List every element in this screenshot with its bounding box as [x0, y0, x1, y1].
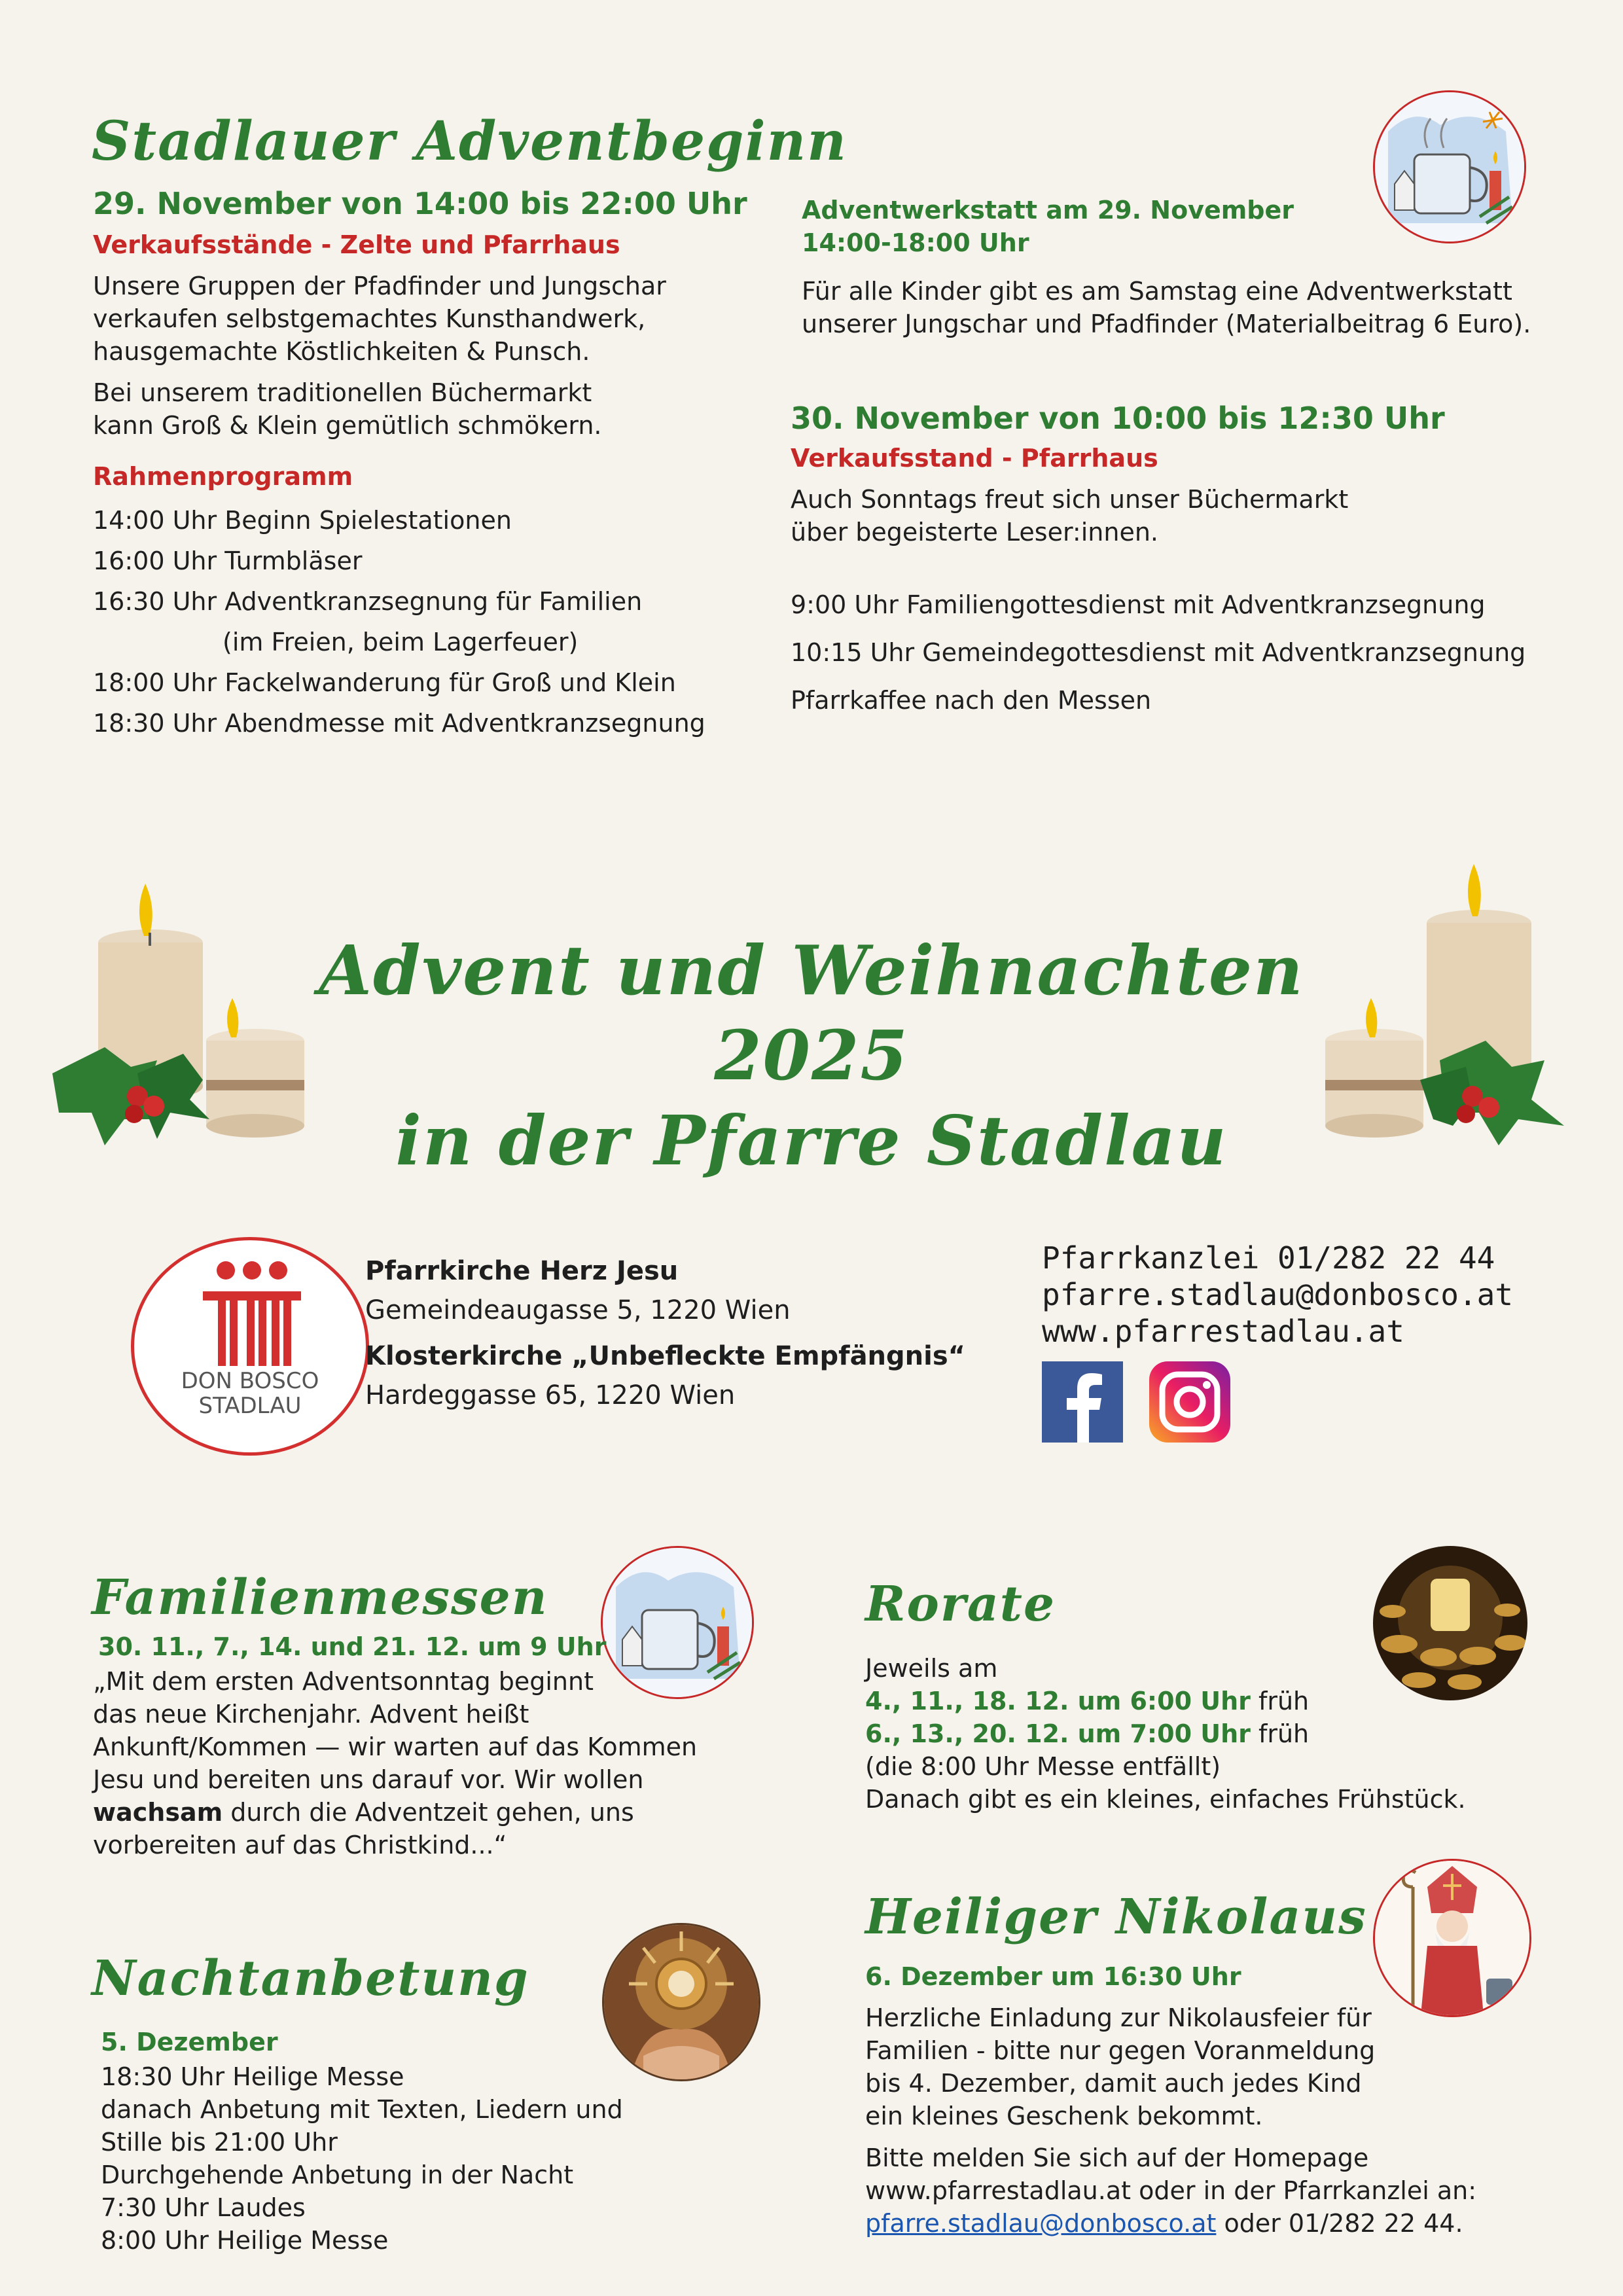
text-line: Für alle Kinder gibt es am Samstag eine Adventwerkstatt	[802, 277, 1512, 306]
text-line: Ankunft/Kommen — wir warten auf das Kommen	[93, 1732, 698, 1761]
instagram-icon[interactable]	[1149, 1361, 1230, 1443]
candles-right	[1315, 851, 1577, 1152]
logo-text	[134, 1369, 366, 1418]
rorate-title: Rorate	[865, 1576, 1056, 1632]
day2-item: Pfarrkaffee nach den Messen	[791, 686, 1152, 715]
program-item: 16:00 Uhr Turmbläser	[93, 547, 363, 575]
rorate-text	[865, 1652, 1585, 1816]
text-line: Familien - bitte nur gegen Voranmeldung	[865, 2036, 1376, 2065]
banner-line-1: Advent und Weihnachten 2025	[319, 930, 1304, 1096]
nikolaus-email-link[interactable]: pfarre.stadlau@donbosco.at	[865, 2209, 1217, 2238]
nikolaus-icon	[1375, 1861, 1529, 2015]
church1-address: Gemeindeaugasse 5, 1220 Wien	[365, 1295, 791, 1325]
text-line: Auch Sonntags freut sich unser Büchermarkt	[791, 485, 1349, 514]
day1-para2	[93, 376, 747, 442]
rorate-note: (die 8:00 Uhr Messe entfällt)	[865, 1752, 1221, 1781]
program-item: 18:00 Uhr Fackelwanderung für Groß und Klein	[93, 668, 676, 697]
don-bosco-logo	[131, 1237, 369, 1456]
text-line: „Mit dem ersten Adventsonntag beginnt	[93, 1667, 594, 1696]
text-line: das neue Kirchenjahr. Advent heißt	[93, 1700, 529, 1729]
text-line: Bitte melden Sie sich auf der Homepage	[865, 2144, 1369, 2172]
candles-left	[46, 851, 308, 1152]
text-line: vorbereiten auf das Christkind...“	[93, 1831, 507, 1859]
contact-info	[1042, 1240, 1513, 1350]
church2-address: Hardeggasse 65, 1220 Wien	[365, 1380, 736, 1410]
nachtanbetung-text	[101, 2060, 690, 2257]
program-item: 18:30 Uhr Abendmesse mit Adventkranzsegnung	[93, 709, 705, 738]
day2-subtitle: Verkaufsstand - Pfarrhaus	[791, 444, 1158, 473]
cup-icon	[1375, 92, 1524, 242]
text-line: kann Groß & Klein gemütlich schmökern.	[93, 411, 602, 440]
text-segment: früh	[1250, 1719, 1310, 1748]
day1-subtitle: Verkaufsstände - Zelte und Pfarrhaus	[93, 230, 620, 259]
candle-icon	[46, 851, 308, 1152]
text-line: Herzliche Einladung zur Nikolausfeier für	[865, 2003, 1372, 2032]
program-item: 16:30 Uhr Adventkranzsegnung für Familien	[93, 587, 643, 616]
text-line	[865, 2207, 1598, 2240]
rorate-intro: Jeweils am	[865, 1654, 998, 1683]
text-line: ein kleines Geschenk bekommt.	[865, 2102, 1263, 2130]
nikolaus-register	[865, 2142, 1598, 2240]
text-line: bis 4. Dezember, damit auch jedes Kind	[865, 2069, 1362, 2098]
familienmessen-title: Familienmessen	[92, 1570, 548, 1626]
nikolaus-title: Heiliger Nikolaus	[865, 1889, 1367, 1945]
rorate-breakfast: Danach gibt es ein kleines, einfaches Frühstück.	[865, 1785, 1466, 1814]
bold-word: wachsam	[93, 1798, 223, 1827]
nikolaus-illustration	[1373, 1859, 1531, 2017]
nikolaus-date: 6. Dezember um 16:30 Uhr	[865, 1962, 1241, 1991]
werkstatt-text	[802, 275, 1587, 340]
text-line: 7:30 Uhr Laudes	[101, 2193, 306, 2222]
day2-text	[791, 483, 1576, 548]
people-logo-icon	[200, 1259, 304, 1370]
logo-text-2: STADLAU	[198, 1393, 302, 1419]
advent-beginn-title: Stadlauer Adventbeginn	[92, 110, 847, 173]
monstrance-icon	[604, 1925, 758, 2079]
contact-phone: Pfarrkanzlei 01/282 22 44	[1042, 1240, 1495, 1276]
cup-illustration	[1373, 90, 1526, 243]
text-segment: durch die Adventzeit gehen, uns	[223, 1798, 634, 1827]
monstrance-photo	[602, 1923, 760, 2081]
werkstatt-block	[802, 194, 1294, 259]
text-line: unserer Jungschar und Pfadfinder (Materialbeitrag 6 Euro).	[802, 310, 1531, 338]
text-line: verkaufen selbstgemachtes Kunsthandwerk,	[93, 304, 646, 333]
text-segment: früh	[1250, 1687, 1310, 1715]
text-line: 18:30 Uhr Heilige Messe	[101, 2062, 404, 2091]
program-title: Rahmenprogramm	[93, 462, 353, 491]
program-item: (im Freien, beim Lagerfeuer)	[223, 628, 579, 656]
contact-web[interactable]: www.pfarrestadlau.at	[1042, 1314, 1404, 1349]
text-line: 8:00 Uhr Heilige Messe	[101, 2226, 389, 2255]
day2-date: 30. November von 10:00 bis 12:30 Uhr	[791, 401, 1445, 436]
nachtanbetung-date: 5. Dezember	[101, 2028, 278, 2056]
werkstatt-title: Adventwerkstatt am 29. November	[802, 196, 1294, 224]
banner-title	[288, 928, 1335, 1183]
text-line: Durchgehende Anbetung in der Nacht	[101, 2161, 574, 2189]
rorate-dates-2	[865, 1717, 1585, 1750]
church2-name: Klosterkirche „Unbefleckte Empfängnis“	[365, 1341, 965, 1371]
familienmessen-dates: 30. 11., 7., 14. und 21. 12. um 9 Uhr	[98, 1632, 607, 1661]
logo-text-1: DON BOSCO	[181, 1368, 319, 1394]
text-line: Stille bis 21:00 Uhr	[101, 2128, 338, 2157]
banner-line-2: in der Pfarre Stadlau	[395, 1100, 1228, 1181]
text-line: Unsere Gruppen der Pfadfinder und Jungschar	[93, 272, 666, 300]
program-list	[93, 500, 747, 744]
text-line: Jesu und bereiten uns darauf vor. Wir wollen	[93, 1765, 644, 1794]
candle-icon	[1315, 851, 1577, 1152]
text-line	[93, 1796, 747, 1829]
contact-email[interactable]: pfarre.stadlau@donbosco.at	[1042, 1277, 1514, 1312]
church-addresses	[365, 1251, 1020, 1415]
text-segment: 6., 13., 20. 12. um 7:00 Uhr	[865, 1719, 1251, 1748]
day2-item: 9:00 Uhr Familiengottesdienst mit Adventkranzsegnung	[791, 590, 1486, 619]
text-segment: 4., 11., 18. 12. um 6:00 Uhr	[865, 1687, 1251, 1715]
text-line: Bei unserem traditionellen Büchermarkt	[93, 378, 592, 407]
text-line: www.pfarrestadlau.at oder in der Pfarrkanzlei an:	[865, 2176, 1477, 2205]
day2-item: 10:15 Uhr Gemeindegottesdienst mit Adventkranzsegnung	[791, 638, 1526, 667]
familienmessen-text	[93, 1665, 747, 1861]
text-line: hausgemachte Köstlichkeiten & Punsch.	[93, 337, 590, 366]
rorate-dates-1	[865, 1685, 1585, 1717]
day2-items	[791, 581, 1602, 725]
day1-para1	[93, 270, 747, 368]
text-line: über begeisterte Leser:innen.	[791, 518, 1158, 547]
text-segment: oder 01/282 22 44.	[1216, 2209, 1463, 2238]
day1-date: 29. November von 14:00 bis 22:00 Uhr	[93, 186, 747, 221]
nikolaus-text	[865, 2001, 1585, 2132]
werkstatt-time: 14:00-18:00 Uhr	[802, 228, 1029, 257]
facebook-icon[interactable]	[1042, 1361, 1123, 1443]
church1-name: Pfarrkirche Herz Jesu	[365, 1256, 679, 1286]
text-line: danach Anbetung mit Texten, Liedern und	[101, 2095, 623, 2124]
nachtanbetung-title: Nachtanbetung	[92, 1950, 529, 2007]
program-item: 14:00 Uhr Beginn Spielestationen	[93, 506, 512, 535]
